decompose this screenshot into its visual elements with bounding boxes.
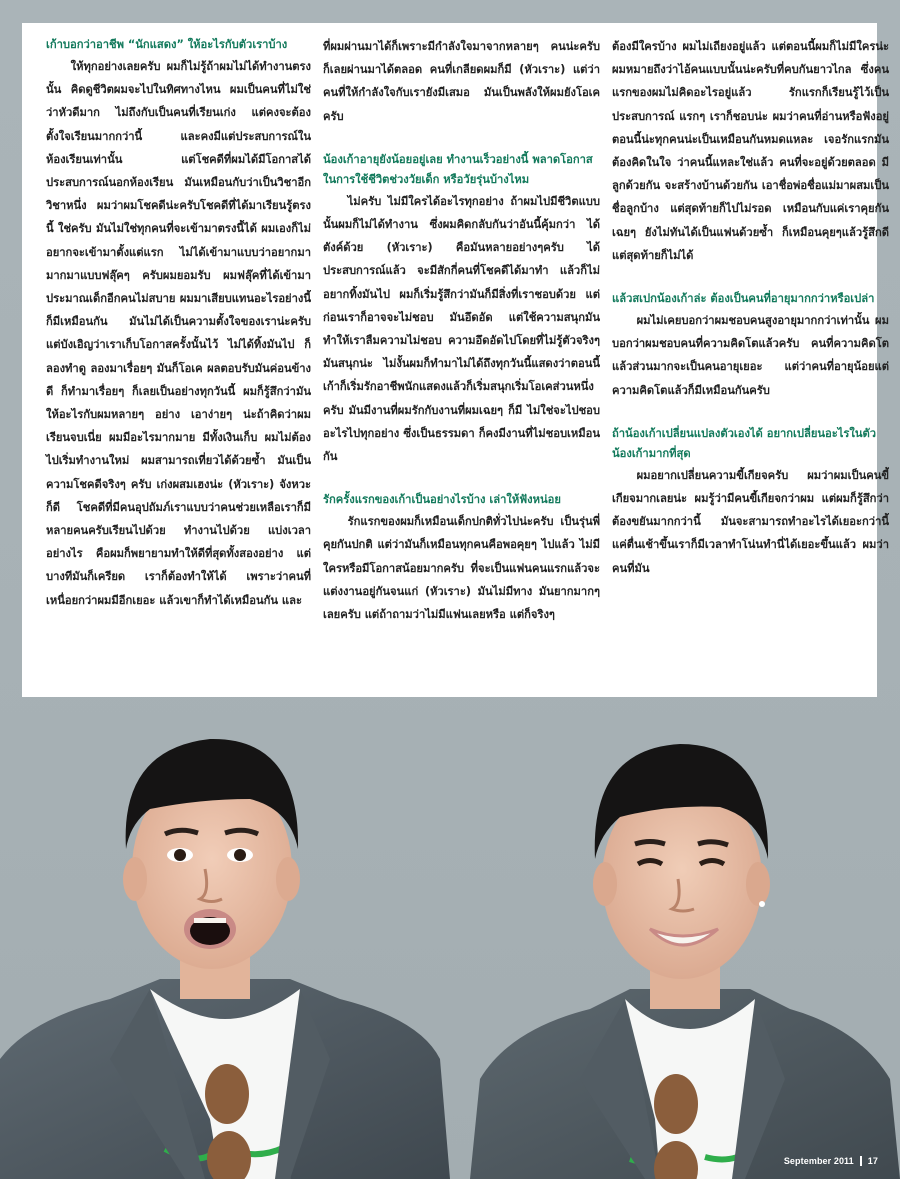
footer-divider (860, 1156, 862, 1166)
interview-question: เก้าบอกว่าอาชีพ “นักแสดง” ให้อะไรกับตัวเราบ้าง (46, 38, 288, 51)
page-footer (784, 1156, 878, 1166)
article-column-2 (323, 35, 600, 697)
issue-date: September 2011 (783, 1156, 854, 1166)
interview-question: แล้วสเปกน้องเก้าล่ะ ต้องเป็นคนที่อายุมากกว่าหรือเปล่า (612, 292, 875, 306)
article-column-1 (34, 35, 311, 697)
interview-answer: ไม่ครับ ไม่มีใครได้อะไรทุกอย่าง ถ้าผมไปมีชีวิตแบบนั้นผมก็ไม่ได้ทำงาน ซึ่งผมคิดกลับกันว่าอันนี้คุ้มกว่า ได้ตังค์ด้วย (หัวเราะ) คือมันหลายอย่างๆครับ ได้ประสบการณ์แล้ว จะมีสักกี่คนที่โชคดีได้มาทำ แล้วก็ไม่อยากทิ้งมันไป ผมก็เริ่มรู้สึกว่ามันก็มีสิ่งที่เราชอบด้วย แต่ก่อนเราก็อาจจะไม่ชอบ มันอึดอัด แต่ใช้ความสนุกมันทำให้เราลืมความไม่ชอบ ความอึดอัดไปโดยที่ไม่รู้ตัวจริงๆ มันสนุกน่ะ ไม่งั้นผมก็ทำมาไม่ได้ถึงทุกวันนี้แสดงว่าตอนนี้เก้าก็เริ่มรักอาชีพนักแสดงแล้วก็เริ่มสนุกเริ่มโอเคส่วนหนึ่งครับ มันมีงานที่ผมรักกับงานที่ผมเฉยๆ ก็มี ไม่ใช่จะไปชอบอะไรไปทุกอย่าง ซึ่งเป็นธรรมดา ก็คงมีงานที่ไม่ชอบเหมือนกัน (323, 194, 600, 464)
interview-answer-continued: ที่ผมผ่านมาได้ก็เพราะมีกำลังใจมาจากหลายๆ คนน่ะครับ ก็เลยผ่านมาได้ตลอด คนที่เกลียดผมก็มี (หัวเราะ) แต่ว่าคนที่ให้กำลังใจกับเรายังมีเสมอ มันเป็นพลังให้ผมยังโอเคครับ (323, 40, 600, 123)
article-text-panel (22, 23, 889, 697)
article-column-3 (612, 35, 889, 697)
photo-smiling (450, 699, 900, 1179)
portrait-surprised-illustration (0, 699, 450, 1179)
interview-question: รักครั้งแรกของเก้าเป็นอย่างไรบ้าง เล่าให้ฟังหน่อย (323, 493, 561, 507)
interview-question: น้องเก้าอายุยังน้อยอยู่เลย ทำงานเร็วอย่างนี้ พลาดโอกาสในการใช้ชีวิตช่วงวัยเด็ก หรือวัยรุ่นบ้างไหม (323, 152, 593, 186)
interview-question: ถ้าน้องเก้าเปลี่ยนแปลงตัวเองได้ อยากเปลี่ยนอะไรในตัวน้องเก้ามากที่สุด (612, 426, 877, 460)
portrait-smiling-illustration (450, 699, 900, 1179)
interview-answer: ให้ทุกอย่างเลยครับ ผมก็ไม่รู้ถ้าผมไม่ได้ทำงานตรงนั้น คิดดูชีวิตผมจะไปในทิศทางไหน ผมเป็นคนที่ไม่ใช่ว่าหัวดีมาก ไม่ถึงกับเป็นคนที่เรียนเก่ง แต่คงจะต้องตั้งใจเรียนมากกว่านี้ และคงมีแต่ประสบการณ์ในห้องเรียนเท่านั้น แต่โชคดีที่ผมได้มีโอกาสได้ประสบการณ์นอกห้องเรียน มันเหมือนกับว่าเป็นวิชาอีกวิชาหนึ่ง ผมว่าผมโชคดีน่ะครับโชคดีที่ได้มาเรียนรู้ตรงนี้ ใช่ครับ มันไม่ใช่ทุกคนที่จะเข้ามาตรงนี้ได้ ผมเองก็ไม่อยากจะเข้ามาตั้งแต่แรก ไม่ได้เข้ามาแบบว่าอยากมามากมาแบบฟลุ๊คๆ ครับผมยอมรับ ผมฟลุ๊คที่ได้เข้ามา ประมาณเด็กอีกคนไม่สบาย ผมมาเสียบแทนอะไรอย่างนี้ก็มีเหมือนกัน มันไม่ได้เป็นความตั้งใจของเราน่ะครับ แต่บังเอิญว่าเราเก็บโอกาสครั้งนั้นไว้ ไม่ได้ทิ้งมันไป ก็ลองทำดู ลองมาเรื่อยๆ มันก็โอเค ผลตอบรับมันค่อนข้างดี ก็ทำมาเรื่อยๆ ก็เลยเป็นอย่างทุกวันนี้ ผมก็รู้สึกว่ามันให้อะไรกับผมหลายๆ อย่าง เอาง่ายๆ น่ะถ้าคิดว่าผมเรียนจบเนี่ย ผมมีอะไรมากมาย มีทั้งเงินเก็บ ผมไม่ต้องไปเริ่มทำงานใหม่ ผมสามารถเที่ยวได้ด้วยซ้ำ มันเป็นความโชคดีจริงๆ ครับ เก่งผสมเฮงน่ะ (หัวเราะ) จังหวะก็ดี โชคดีที่มีคนอุปถัมภ์เราแบบว่าคนช่วยเหลือเราก็มีหลายคนครับเรียนไปด้วย ทำงานไปด้วย แบ่งเวลาอย่างไร คือผมก็พยายามทำให้ดีที่สุดทั้งสองอย่าง แต่บางทีมันก็เครียด เราก็ต้องทำให้ได้ เพราะว่าคนที่เหนื่อยกว่าผมมีอีกเยอะ แล้วเขาก็ทำได้เหมือนกัน และ (46, 60, 311, 607)
page-number: 17 (867, 1156, 878, 1166)
interview-answer-continued: ต้องมีใครบ้าง ผมไม่เถียงอยู่แล้ว แต่ตอนนี้ผมก็ไม่มีใครน่ะ ผมหมายถึงว่าไอ้คนแบบนั้นน่ะครับที่คบกันยาวไกล ซึ่งคนแรกของผมไม่คิดอะไรอยู่แล้ว รักแรกก็เรียนรู้ไว้เป็นประสบการณ์ แรกๆ เราก็ชอบน่ะ ผมว่าคนที่อ่านหรือฟังอยู่ตอนนี้น่ะทุกคนน่ะเป็นเหมือนกันหมดแหละ เจอรักแรกมันต้องคิดในใจ ว่าคนนี้แหละใช่แล้ว คนที่จะอยู่ด้วยตลอด มีลูกด้วยกัน จะสร้างบ้านด้วยกัน เอาชื่อพ่อชื่อแม่มาผสมเป็นชื่อลูกบ้าง แต่สุดท้ายก็ไปไม่รอด เหมือนกับแค่เราคุยกันเฉยๆ ยังไม่ทันได้เป็นแฟนด้วยซ้ำ ก็เหมือนคุยๆแล้วรู้สึกดี แต่สุดท้ายก็ไม่ได้ (612, 40, 889, 262)
interview-answer: ผมไม่เคยบอกว่าผมชอบคนสูงอายุมากกว่าเท่านั้น ผมบอกว่าผมชอบคนที่ความคิดโตแล้วครับ คนที่ความคิดโตแล้วส่วนมากจะเป็นคนอายุเยอะ แต่ว่าคนที่อายุน้อยแต่ความคิดโตแล้วก็มีเหมือนกันครับ (612, 314, 889, 397)
interview-answer: รักแรกของผมก็เหมือนเด็กปกติทั่วไปน่ะครับ เป็นรุ่นพี่ คุยกันปกติ แต่ว่ามันก็เหมือนทุกคนคือพอคุยๆ ไปแล้ว ไม่มีใครหรือมีโอกาสน้อยมากครับ ที่จะเป็นแฟนคนแรกแล้วจะแต่งงานอยู่กันจนแก่ (หัวเราะ) มันไม่มีทาง มันยากมากๆ เลยครับ แต่ถ้าถามว่าไม่มีแฟนเลยหรือ แต่ก็จริงๆ (323, 515, 600, 622)
interview-answer: ผมอยากเปลี่ยนความขี้เกียจครับ ผมว่าผมเป็นคนขี้เกียจมากเลยน่ะ ผมรู้ว่ามีคนขี้เกียจกว่าผม แต่ผมก็รู้สึกว่าต้องขยันมากกว่านี้ มันจะสามารถทำอะไรได้เยอะกว่านี้ แค่ตื่นเช้าขึ้นเราก็มีเวลาทำโน่นทำนี่ได้เยอะขึ้นแล้ว ผมว่าคนที่มัน (612, 468, 889, 575)
photo-surprised (0, 699, 450, 1179)
